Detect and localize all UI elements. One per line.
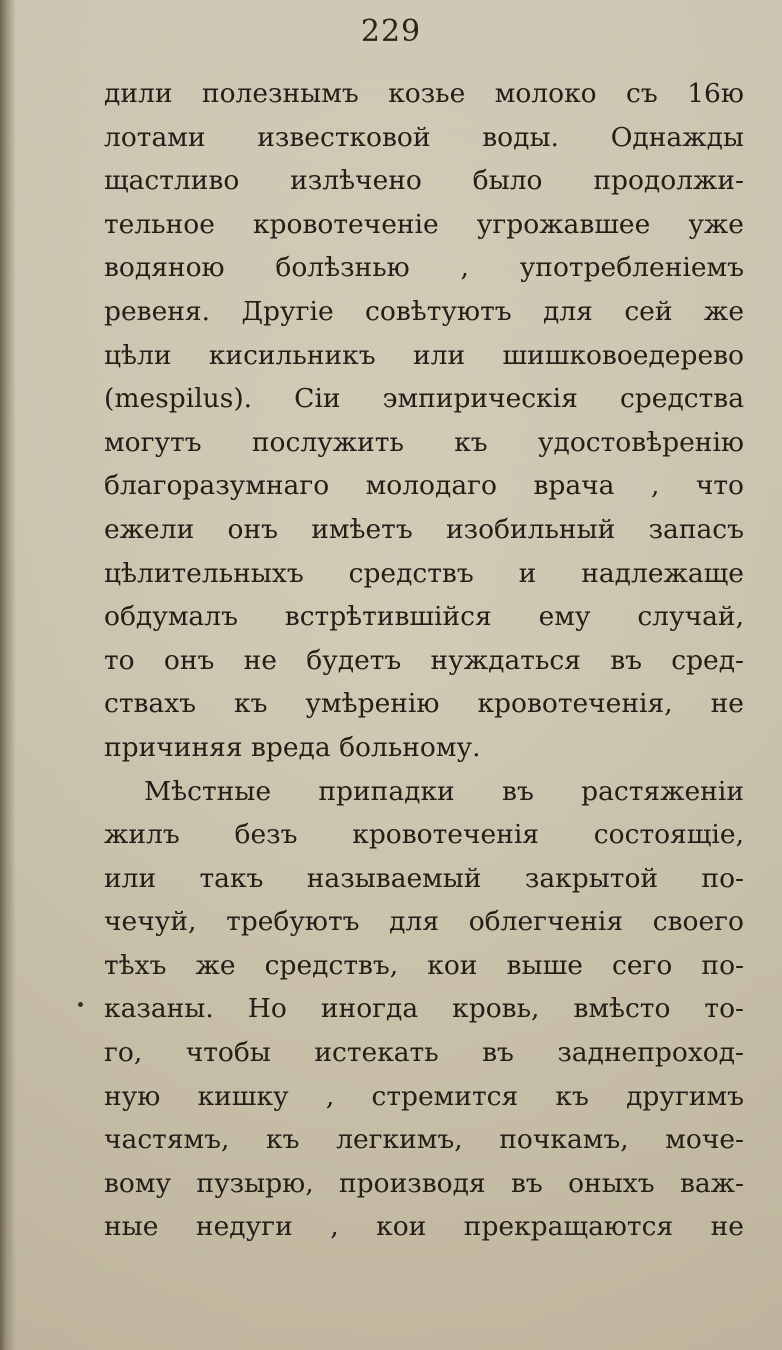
text-line: или такъ называемый закрытой по- <box>104 862 744 894</box>
page-gutter-shadow <box>0 0 16 1350</box>
text-line: цѣли кисильникъ или шишковоедерево <box>104 339 744 371</box>
body-text <box>104 72 744 1249</box>
text-line: обдумалъ встрѣтившійся ему случай, <box>104 601 744 633</box>
text-line: (mespilus). Сіи эмпирическія средства <box>104 383 744 415</box>
text-line: то онъ не будетъ нуждаться въ сред- <box>104 644 744 676</box>
text-line: ревеня. Другіе совѣтуютъ для сей же <box>104 295 744 327</box>
text-line: тельное кровотеченіе угрожавшее уже <box>104 208 744 240</box>
text-line: щастливо излѣчено было продолжи- <box>104 165 744 197</box>
text-line: казаны. Но иногда кровь, вмѣсто то- <box>104 993 744 1025</box>
text-line: го, чтобы истекать въ заднепроход- <box>104 1037 744 1069</box>
text-line: дили полезнымъ козье молоко съ 16ю <box>104 78 744 109</box>
text-line: благоразумнаго молодаго врача , что <box>104 470 744 502</box>
text-line: жилъ безъ кровотеченія состоящіе, <box>104 819 744 851</box>
text-line-paragraph-start: Мѣстные припадки въ растяженіи <box>144 775 744 807</box>
text-line: тѣхъ же средствъ, кои выше сего по- <box>104 949 744 981</box>
text-line: ствахъ къ умѣренію кровотеченія, не <box>104 688 744 720</box>
text-line: цѣлительныхъ средствъ и надлежаще <box>104 557 744 589</box>
text-line: лотами известковой воды. Однажды <box>104 121 744 153</box>
text-line: могутъ послужить къ удостовѣренію <box>104 426 744 458</box>
text-line: чечуй, требуютъ для облегченія своего <box>104 906 744 938</box>
text-line: вому пузырю, производя въ оныхъ важ- <box>104 1167 744 1199</box>
text-line: ную кишку , стремится къ другимъ <box>104 1080 744 1112</box>
text-line: ные недуги , кои прекращаются не <box>104 1211 744 1243</box>
text-line: водяною болѣзнью , употребленіемъ <box>104 252 744 284</box>
text-line-paragraph-end: причиняя вреда больному. <box>104 731 481 763</box>
page-number: 229 <box>360 14 422 49</box>
margin-mark <box>78 1002 83 1007</box>
text-line: частямъ, къ легкимъ, почкамъ, моче- <box>104 1124 744 1156</box>
text-line: ежели онъ имѣетъ изобильный запасъ <box>104 513 744 545</box>
